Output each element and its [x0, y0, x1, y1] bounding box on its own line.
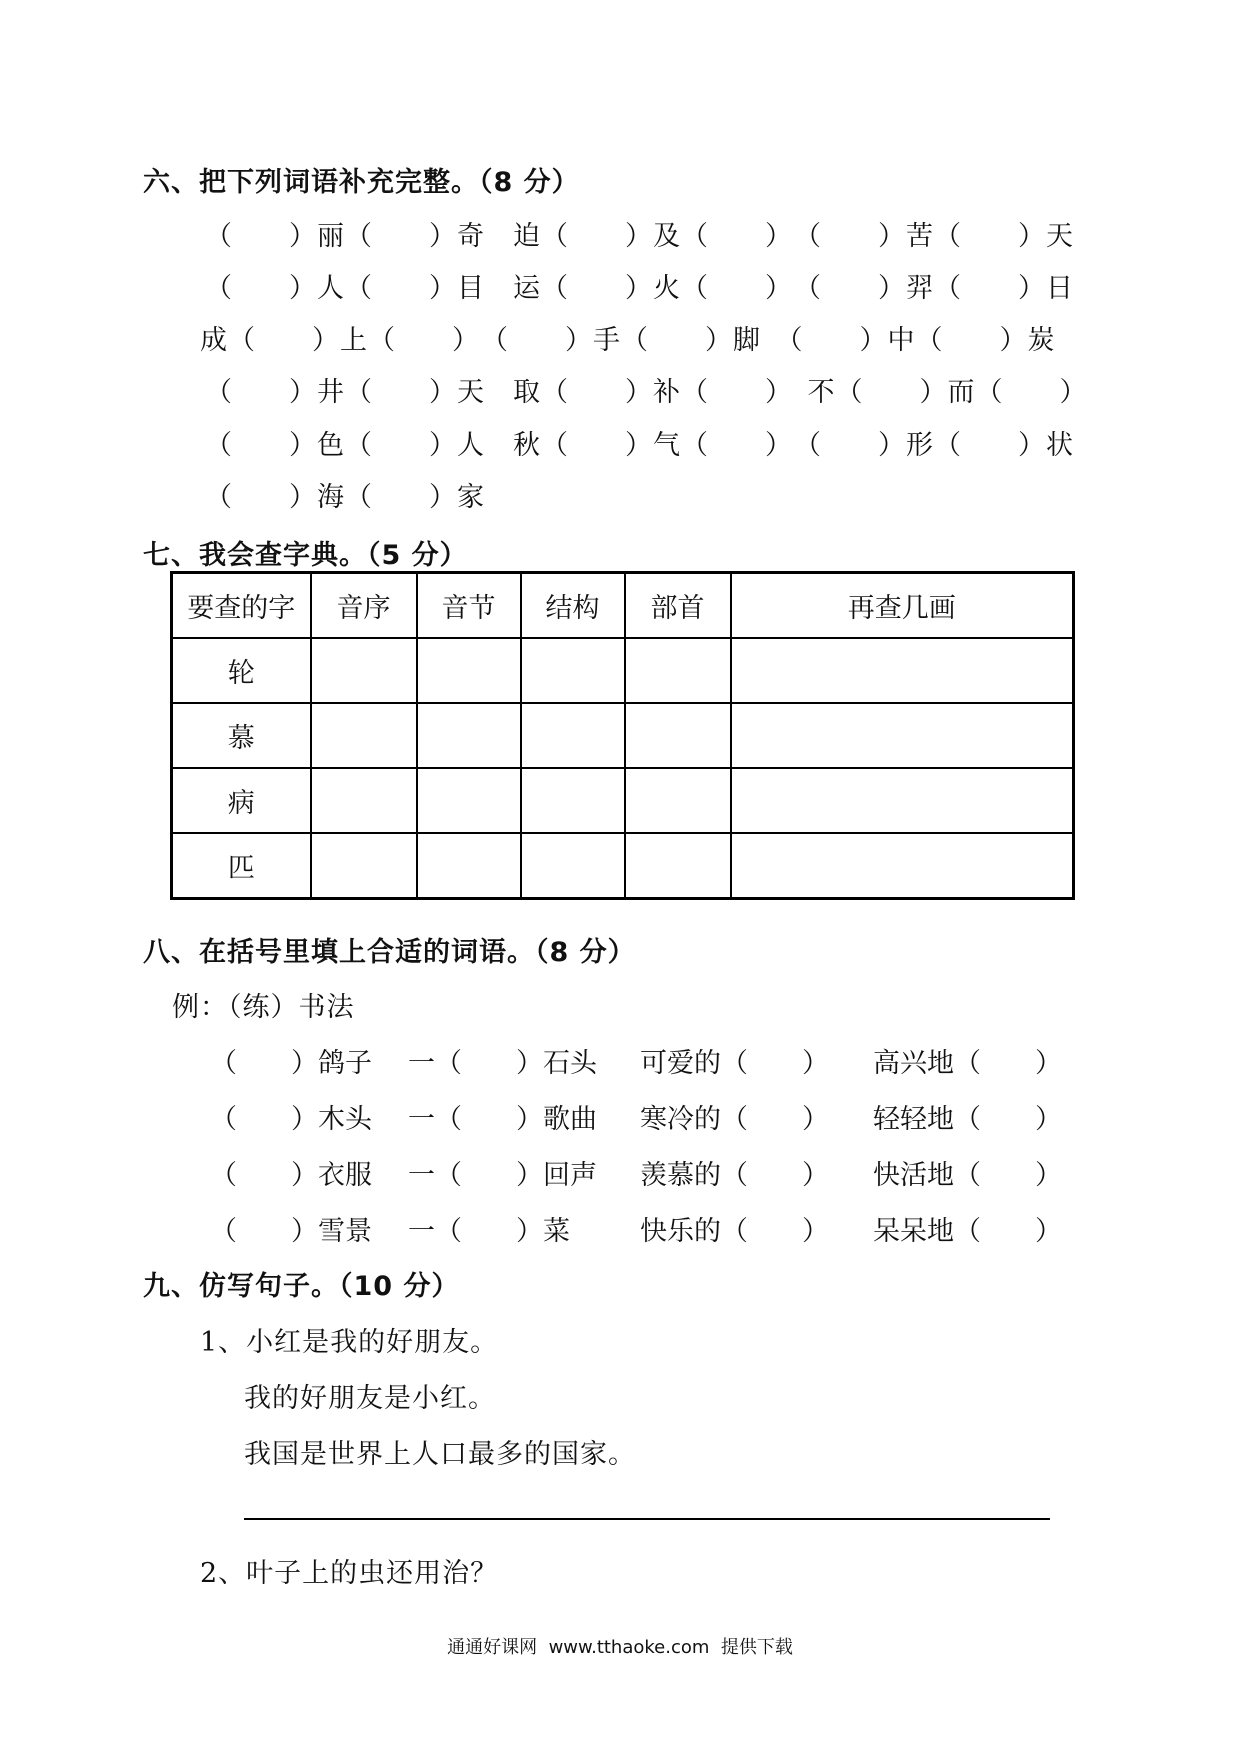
fill-item: 快活地（ ） — [873, 1160, 1062, 1191]
table-row — [172, 833, 1074, 899]
fill-item: （ ）衣服 — [210, 1160, 372, 1191]
blank-cell[interactable] — [731, 833, 1074, 899]
fill-item: 快乐的（ ） — [640, 1216, 829, 1247]
table-header: 结构 — [521, 573, 625, 639]
section7-heading: 七、我会查字典。（5 分） — [143, 540, 468, 571]
blank-cell[interactable] — [625, 833, 731, 899]
section9-item-2: 2、叶子上的虫还用治？ — [200, 1558, 499, 1589]
blank-cell[interactable] — [417, 638, 521, 703]
blank-cell[interactable] — [521, 638, 625, 703]
table-cell-char: 病 — [172, 768, 311, 833]
blank-cell[interactable] — [311, 833, 417, 899]
section8-heading: 八、在括号里填上合适的词语。（8 分） — [143, 937, 636, 968]
table-row — [172, 768, 1074, 833]
blank-cell[interactable] — [311, 768, 417, 833]
blank-cell[interactable] — [625, 703, 731, 768]
blank-cell[interactable] — [521, 768, 625, 833]
section9-item-1: 1、小红是我的好朋友。 — [200, 1327, 499, 1358]
section6-line-6: （ ）海（ ）家 — [205, 482, 485, 513]
section8-example: 例：（练）书法 — [172, 992, 355, 1023]
section9-item-1-line-2: 我的好朋友是小红。 — [244, 1383, 496, 1414]
fill-item: （ ）鸽子 — [210, 1048, 372, 1079]
answer-line[interactable] — [244, 1518, 1050, 1520]
blank-cell[interactable] — [625, 638, 731, 703]
fill-item: （ ）雪景 — [210, 1216, 372, 1247]
table-cell-char: 匹 — [172, 833, 311, 899]
blank-cell[interactable] — [625, 768, 731, 833]
blank-cell[interactable] — [417, 833, 521, 899]
blank-cell[interactable] — [731, 638, 1074, 703]
fill-item: 呆呆地（ ） — [873, 1216, 1062, 1247]
section6-line-5: （ ）色（ ）人 秋（ ）气（ ） （ ）形（ ）状 — [205, 430, 1074, 461]
blank-cell[interactable] — [521, 833, 625, 899]
fill-item: 寒冷的（ ） — [640, 1104, 829, 1135]
fill-item: （ ）木头 — [210, 1104, 372, 1135]
fill-item: 一（ ）菜 — [408, 1216, 570, 1247]
fill-item: 一（ ）石头 — [408, 1048, 597, 1079]
blank-cell[interactable] — [521, 703, 625, 768]
fill-item: 可爱的（ ） — [640, 1048, 829, 1079]
blank-cell[interactable] — [311, 638, 417, 703]
section9-item-1-line-3: 我国是世界上人口最多的国家。 — [244, 1439, 636, 1470]
section6-line-2: （ ）人（ ）目 运（ ）火（ ） （ ）羿（ ）日 — [205, 273, 1074, 304]
section6-line-3: 成（ ）上（ ） （ ）手（ ）脚 （ ）中（ ）炭 — [200, 325, 1056, 356]
section9-heading: 九、仿写句子。（10 分） — [143, 1271, 460, 1302]
blank-cell[interactable] — [417, 703, 521, 768]
section6-heading: 六、把下列词语补充完整。（8 分） — [143, 167, 580, 198]
table-row — [172, 703, 1074, 768]
section6-line-1: （ ）丽（ ）奇 迫（ ）及（ ） （ ）苦（ ）天 — [205, 221, 1074, 252]
table-header-row — [172, 573, 1074, 639]
blank-cell[interactable] — [731, 768, 1074, 833]
dictionary-table — [170, 571, 1075, 900]
fill-item: 一（ ）回声 — [408, 1160, 597, 1191]
fill-item: 羡慕的（ ） — [640, 1160, 829, 1191]
table-cell-char: 轮 — [172, 638, 311, 703]
footer-credit: 通通好课网 www.tthaoke.com 提供下载 — [447, 1637, 793, 1658]
table-cell-char: 慕 — [172, 703, 311, 768]
table-row — [172, 638, 1074, 703]
table-header: 要查的字 — [172, 573, 311, 639]
blank-cell[interactable] — [731, 703, 1074, 768]
table-header: 音节 — [417, 573, 521, 639]
fill-item: 一（ ）歌曲 — [408, 1104, 597, 1135]
table-header: 部首 — [625, 573, 731, 639]
fill-item: 高兴地（ ） — [873, 1048, 1062, 1079]
table-header: 音序 — [311, 573, 417, 639]
table-header: 再查几画 — [731, 573, 1074, 639]
fill-item: 轻轻地（ ） — [873, 1104, 1062, 1135]
blank-cell[interactable] — [417, 768, 521, 833]
blank-cell[interactable] — [311, 703, 417, 768]
section6-line-4: （ ）井（ ）天 取（ ）补（ ） 不（ ）而（ ） — [205, 377, 1088, 408]
